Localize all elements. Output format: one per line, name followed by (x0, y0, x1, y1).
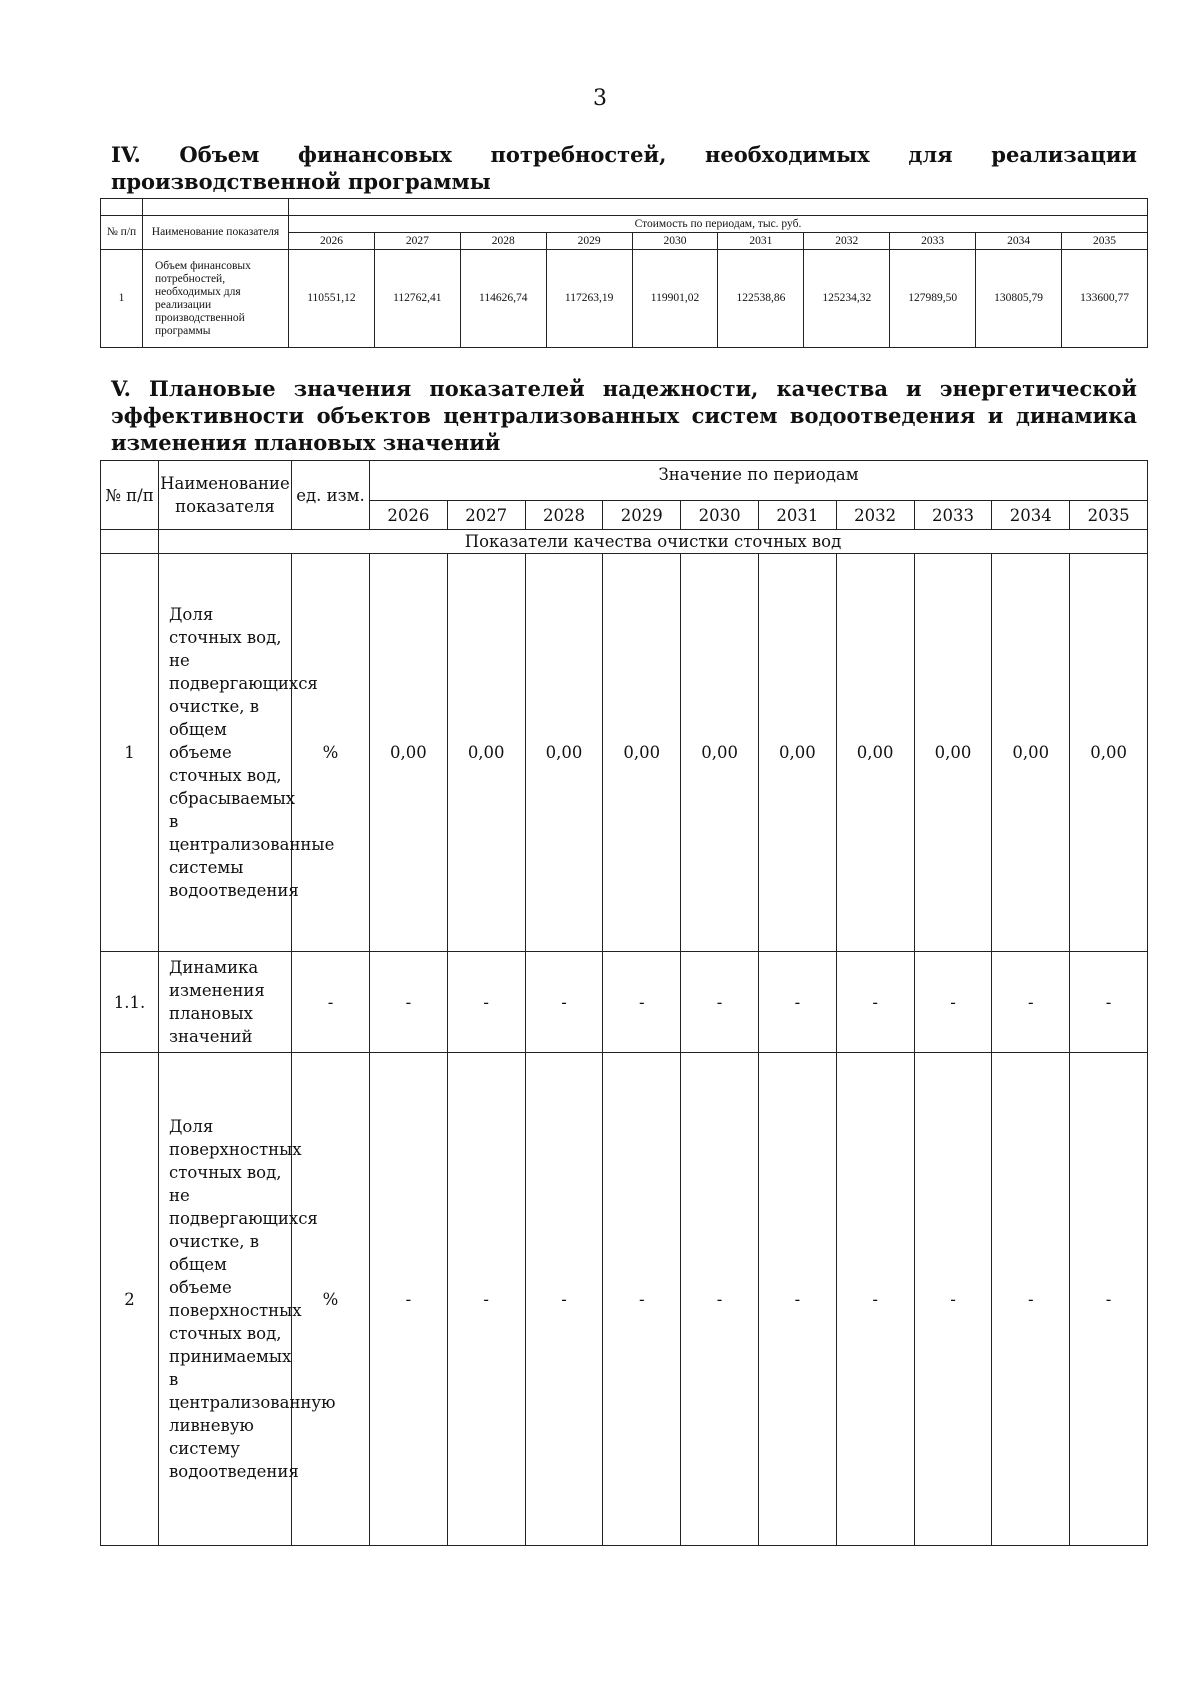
value-cell: 0,00 (992, 554, 1070, 952)
table-header-row (101, 461, 1148, 501)
year-header: 2034 (976, 233, 1062, 250)
year-header: 2035 (1062, 233, 1148, 250)
row-num: 1 (101, 554, 159, 952)
section-5-title: V. Плановые значения показателей надежности, качества и энергетической эффективности объектов централизованных систем водоотведения и динамика изменения плановых значений (111, 376, 1137, 455)
column-header-name: Наименование показателя (143, 216, 289, 250)
value-cell: 117263,19 (546, 250, 632, 348)
plan-values-table (100, 460, 1148, 1546)
value-cell: - (1070, 1053, 1148, 1546)
value-cell: - (370, 1053, 448, 1546)
row-name: Доля сточных вод, не подвергающихся очистке, в общем объеме сточных вод, сбрасываемых в централизованные системы водоотведения (159, 554, 292, 952)
year-header: 2028 (460, 233, 546, 250)
column-header-unit: ед. изм. (292, 461, 370, 530)
value-cell: 0,00 (681, 554, 759, 952)
row-name: Объем финансовых потребностей, необходимых для реализации производственной программы (143, 250, 289, 348)
row-unit: - (292, 952, 370, 1053)
value-cell: - (681, 952, 759, 1053)
year-header: 2030 (632, 233, 718, 250)
column-header-name: Наименование показателя (159, 461, 292, 530)
value-cell: 119901,02 (632, 250, 718, 348)
year-header: 2031 (718, 233, 804, 250)
value-cell: 0,00 (758, 554, 836, 952)
year-header: 2034 (992, 501, 1070, 530)
value-cell: 0,00 (370, 554, 448, 952)
value-cell: - (525, 1053, 603, 1546)
year-header: 2027 (374, 233, 460, 250)
value-cell: - (836, 952, 914, 1053)
year-header: 2033 (890, 233, 976, 250)
page-number: 3 (593, 86, 607, 111)
value-cell: - (914, 1053, 992, 1546)
value-cell: - (836, 1053, 914, 1546)
year-header: 2035 (1070, 501, 1148, 530)
value-cell: 0,00 (836, 554, 914, 952)
value-cell: - (525, 952, 603, 1053)
row-unit: % (292, 554, 370, 952)
value-cell: - (603, 952, 681, 1053)
row-num: 1.1. (101, 952, 159, 1053)
value-cell: - (447, 952, 525, 1053)
value-cell: - (758, 952, 836, 1053)
value-cell: - (914, 952, 992, 1053)
value-cell: - (992, 952, 1070, 1053)
value-cell: 127989,50 (890, 250, 976, 348)
spacer-cell (101, 199, 143, 216)
row-unit: % (292, 1053, 370, 1546)
value-cell: 0,00 (525, 554, 603, 952)
year-header: 2032 (836, 501, 914, 530)
year-header: 2031 (758, 501, 836, 530)
value-cell: 133600,77 (1062, 250, 1148, 348)
value-cell: - (603, 1053, 681, 1546)
value-cell: - (1070, 952, 1148, 1053)
table-row (101, 952, 1148, 1053)
row-name: Динамика изменения плановых значений (159, 952, 292, 1053)
row-num: 1 (101, 250, 143, 348)
year-header: 2030 (681, 501, 759, 530)
column-header-cost: Стоимость по периодам, тыс. руб. (289, 216, 1148, 233)
value-cell: 0,00 (603, 554, 681, 952)
year-header: 2029 (546, 233, 632, 250)
value-cell: 114626,74 (460, 250, 546, 348)
group-row (101, 530, 1148, 554)
value-cell: 112762,41 (374, 250, 460, 348)
table-row (101, 554, 1148, 952)
column-header-periods: Значение по периодам (370, 461, 1148, 501)
row-num: 2 (101, 1053, 159, 1546)
year-header: 2032 (804, 233, 890, 250)
year-header: 2028 (525, 501, 603, 530)
row-name: Доля поверхностных сточных вод, не подвергающихся очистке, в общем объеме поверхностных сточных вод, принимаемых в централизованную ливневую систему водоотведения (159, 1053, 292, 1546)
table-row (101, 250, 1148, 348)
year-header: 2033 (914, 501, 992, 530)
value-cell: 0,00 (1070, 554, 1148, 952)
year-header: 2026 (370, 501, 448, 530)
spacer-cell (289, 199, 1148, 216)
value-cell: - (758, 1053, 836, 1546)
spacer-cell (143, 199, 289, 216)
table-row (101, 1053, 1148, 1546)
value-cell: - (370, 952, 448, 1053)
year-header: 2029 (603, 501, 681, 530)
financial-needs-table (100, 198, 1148, 348)
value-cell: 110551,12 (289, 250, 375, 348)
value-cell: - (992, 1053, 1070, 1546)
table-header-row (101, 216, 1148, 233)
year-header: 2027 (447, 501, 525, 530)
section-4-title: IV. Объем финансовых потребностей, необходимых для реализации производственной программы (111, 142, 1137, 194)
year-header: 2026 (289, 233, 375, 250)
value-cell: 122538,86 (718, 250, 804, 348)
column-header-num: № п/п (101, 461, 159, 530)
value-cell: - (681, 1053, 759, 1546)
value-cell: 130805,79 (976, 250, 1062, 348)
group-label: Показатели качества очистки сточных вод (159, 530, 1148, 554)
value-cell: 0,00 (914, 554, 992, 952)
value-cell: 125234,32 (804, 250, 890, 348)
group-spacer-cell (101, 530, 159, 554)
table-spacer-row (101, 199, 1148, 216)
value-cell: 0,00 (447, 554, 525, 952)
column-header-num: № п/п (101, 216, 143, 250)
value-cell: - (447, 1053, 525, 1546)
